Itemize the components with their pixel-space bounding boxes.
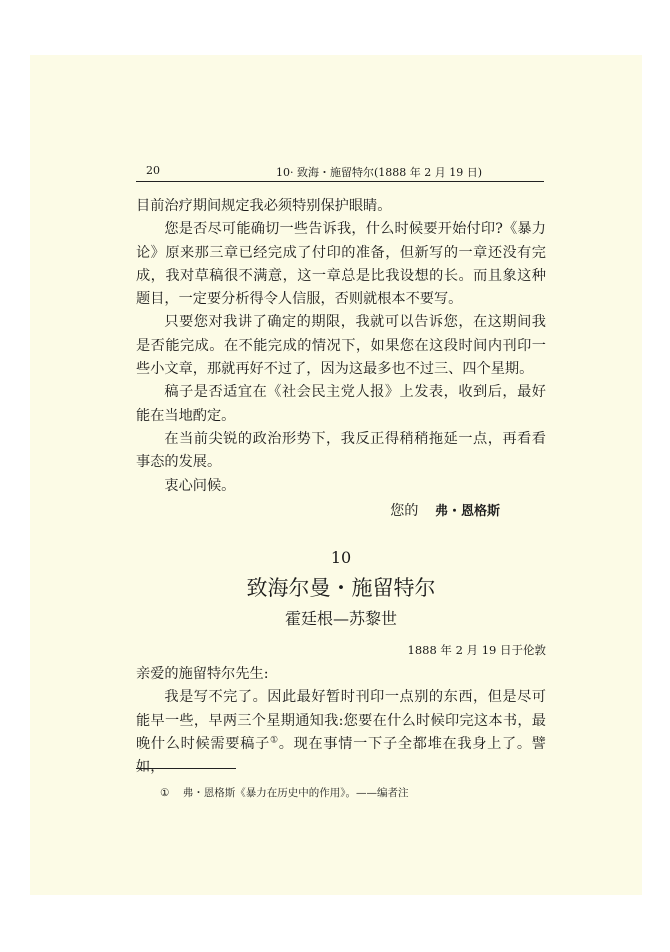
footnote-text: 弗・恩格斯《暴力在历史中的作用》。——编者注 — [182, 787, 409, 799]
footnote — [160, 785, 409, 800]
header-rule — [136, 181, 544, 182]
letter-place: 霍廷根—苏黎世 — [284, 609, 397, 628]
letter-title: 致海尔曼・施留特尔 — [246, 576, 436, 600]
paragraph-continuation: 目前治疗期间规定我必须特别保护眼睛。 — [136, 198, 392, 214]
running-title: 10· 致海・施留特尔(1888 年 2 月 19 日) — [276, 166, 483, 179]
signature: 弗・恩格斯 — [434, 503, 500, 519]
footnote-ref[interactable]: ① — [269, 735, 279, 746]
paragraph — [136, 686, 546, 779]
salutation: 亲爱的施留特尔先生: — [136, 666, 269, 682]
footnote-rule — [136, 768, 236, 769]
paragraph: 在当前尖锐的政治形势下，我反正得稍稍拖延一点，再看看事态的发展。 — [136, 430, 546, 471]
paragraph: 只要您对我讲了确定的期限，我就可以告诉您，在这期间我是否能完成。在不能完成的情况下，如果您在这段时间内刊印一些小文章，那就再好不过了，因为这最多也不过三、四个星期。 — [136, 314, 546, 378]
greeting: 衷心问候。 — [164, 477, 236, 494]
letter-10-body — [136, 663, 546, 779]
letter-9-body — [136, 195, 546, 523]
letter-number: 10 — [330, 548, 352, 567]
footnote-marker: ① — [160, 787, 170, 799]
letter-date: 1888 年 2 月 19 日于伦敦 — [407, 643, 546, 657]
signature-line — [136, 500, 546, 523]
paragraph: 您是否尽可能确切一些告诉我，什么时候要开始付印?《暴力论》原来那三章已经完成了付印的准备，但新写的一章还没有完成，我对草稿很不满意，这一章总是比我设想的长。而且象这种题目，一定要分析得令人信服，否则就根本不要写。 — [136, 221, 546, 308]
page-number: 20 — [146, 164, 160, 177]
paragraph: 稿子是否适宜在《社会民主党人报》上发表，收到后，最好能在当地酌定。 — [136, 384, 546, 424]
running-header — [106, 160, 546, 180]
closing: 您的 — [390, 502, 419, 519]
paragraph-text-cont: 。现在事情一下子全都堆在我身上了。譬如， — [136, 735, 546, 776]
paragraph-text: 我是写不完了。因此最好暂时刊印一点别的东西，但是尽可能早一些，早两三个星期通知我:您要在什么时候印完这本书，最晚什么时候需要稿子 — [136, 689, 546, 752]
